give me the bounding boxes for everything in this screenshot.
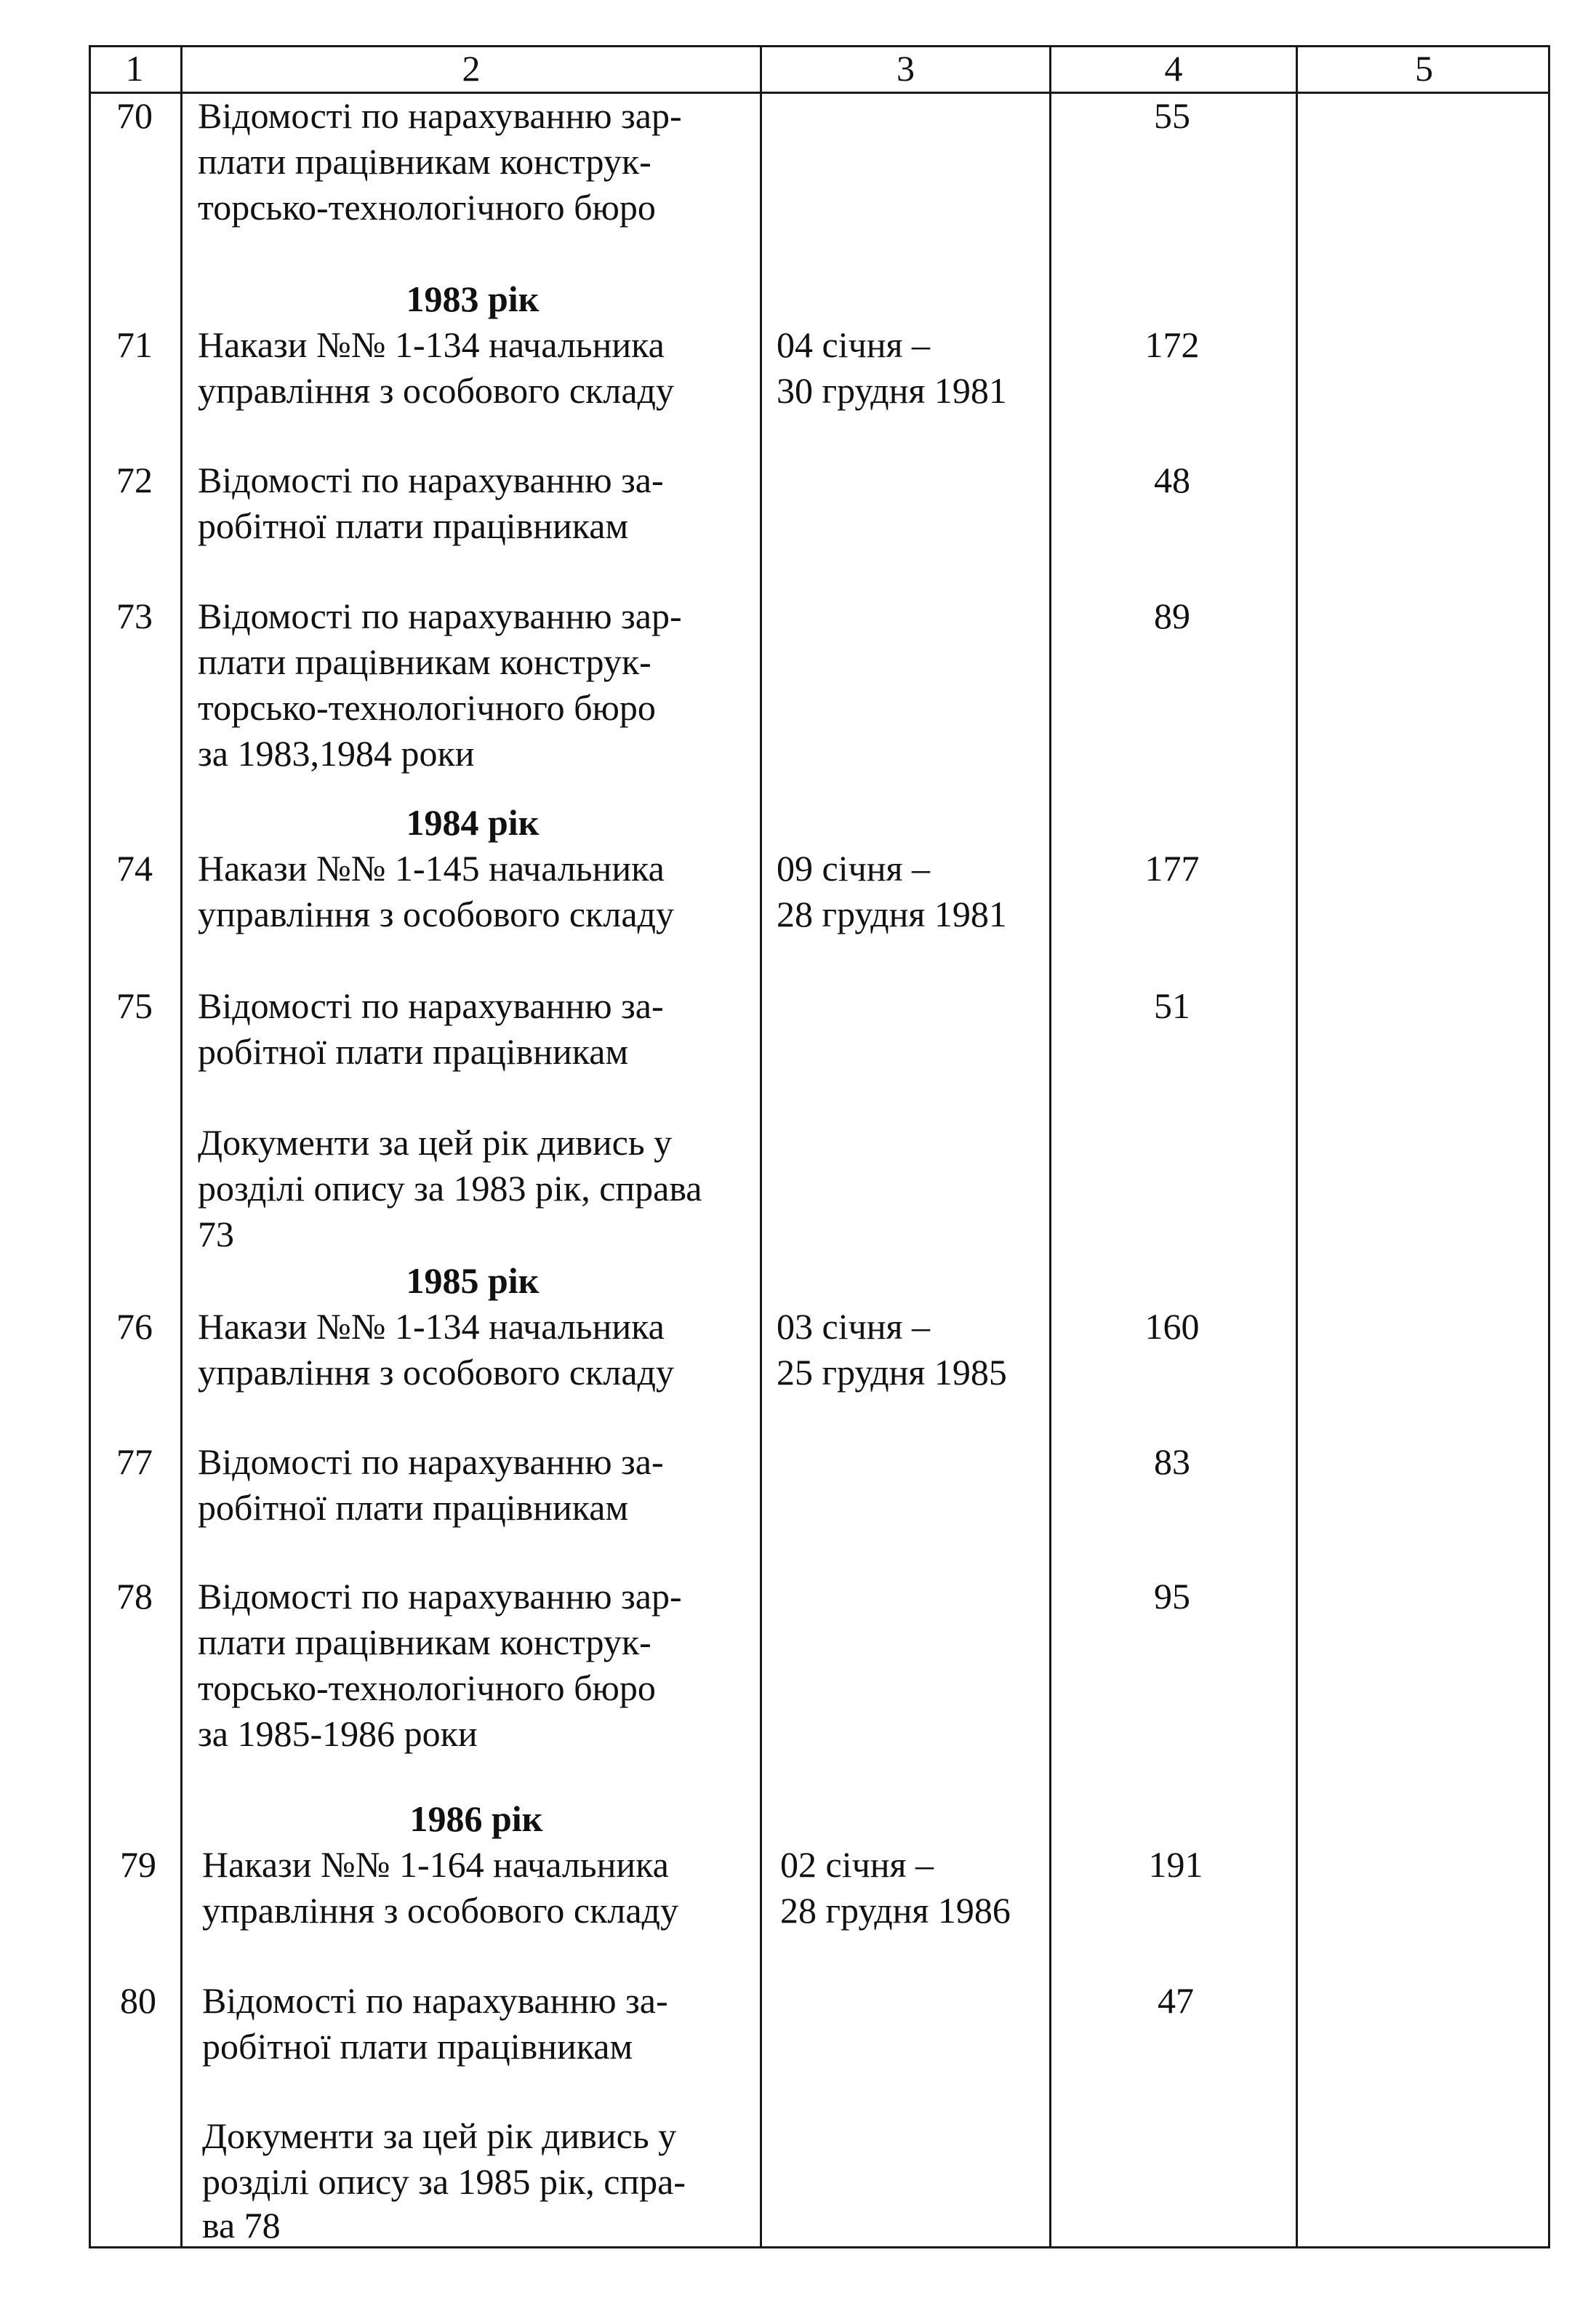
row-title-line: торсько-технологічного бюро (198, 687, 656, 728)
note-line: розділі опису за 1985 рік, спра- (202, 2161, 686, 2202)
row-title-line: Відомості по нарахуванню зар- (198, 95, 682, 136)
note-line: Документи за цей рік дивись у (198, 1122, 673, 1163)
row-title-line: робітної плати працівникам (202, 2026, 633, 2067)
year-heading: 1985 рік (406, 1260, 540, 1301)
column-divider-1 (180, 45, 183, 2248)
row-pages: 55 (1154, 95, 1190, 136)
row-title-line: Відомості по нарахуванню за- (198, 985, 664, 1026)
row-title-line: плати працівникам конструк- (198, 141, 651, 182)
row-number: 74 (116, 848, 153, 889)
row-title-line: торсько-технологічного бюро (198, 187, 656, 228)
row-title-line: Накази №№ 1-134 начальника (198, 1306, 665, 1347)
row-number: 80 (120, 1980, 156, 2021)
row-title-line: за 1983,1984 роки (198, 733, 475, 774)
header-col-1: 1 (125, 48, 144, 89)
row-number: 77 (116, 1441, 153, 1482)
row-pages: 51 (1154, 985, 1190, 1026)
row-title-line: Накази №№ 1-164 начальника (202, 1844, 669, 1885)
row-number: 76 (116, 1306, 153, 1347)
row-number: 70 (116, 95, 153, 136)
row-number: 73 (116, 596, 153, 636)
row-number: 75 (116, 985, 153, 1026)
row-title-line: Відомості по нарахуванню за- (202, 1980, 668, 2021)
year-heading: 1986 рік (409, 1798, 543, 1839)
row-pages: 95 (1154, 1576, 1190, 1617)
header-col-2: 2 (462, 48, 481, 89)
row-title-line: робітної плати працівникам (198, 1031, 629, 1072)
note-line: Документи за цей рік дивись у (202, 2115, 677, 2156)
row-title-line: Накази №№ 1-134 начальника (198, 324, 665, 365)
row-title-line: Накази №№ 1-145 начальника (198, 848, 665, 889)
row-title-line: робітної плати працівникам (198, 505, 629, 546)
header-col-4: 4 (1164, 48, 1183, 89)
row-pages: 48 (1154, 460, 1190, 500)
row-pages: 160 (1144, 1306, 1200, 1347)
row-pages: 47 (1158, 1980, 1194, 2021)
row-number: 72 (116, 460, 153, 500)
column-divider-4 (1296, 45, 1298, 2248)
row-title-line: управління з особового складу (198, 894, 674, 934)
row-dates-line: 28 грудня 1981 (777, 894, 1007, 934)
row-number: 78 (116, 1576, 153, 1617)
row-pages: 172 (1144, 324, 1200, 365)
row-number: 79 (120, 1844, 156, 1885)
row-title-line: плати працівникам конструк- (198, 641, 651, 682)
year-heading: 1984 рік (406, 802, 540, 843)
row-pages: 89 (1154, 596, 1190, 636)
note-line: розділі опису за 1983 рік, справа (198, 1168, 702, 1209)
note-line: ва 78 (202, 2205, 281, 2246)
note-line: 73 (198, 1214, 234, 1254)
row-dates-line: 09 січня – (777, 848, 930, 889)
row-dates-line: 30 грудня 1981 (777, 370, 1007, 411)
row-title-line: Відомості по нарахуванню зар- (198, 596, 682, 636)
column-divider-3 (1049, 45, 1051, 2248)
row-title-line: Відомості по нарахуванню за- (198, 460, 664, 500)
column-divider-2 (760, 45, 762, 2248)
row-dates-line: 28 грудня 1986 (780, 1890, 1011, 1931)
header-col-5: 5 (1415, 48, 1433, 89)
row-dates-line: 25 грудня 1985 (777, 1352, 1007, 1393)
row-title-line: управління з особового складу (202, 1890, 678, 1931)
row-title-line: Відомості по нарахуванню за- (198, 1441, 664, 1482)
year-heading: 1983 рік (406, 279, 540, 319)
row-pages: 83 (1154, 1441, 1190, 1482)
row-title-line: робітної плати працівникам (198, 1487, 629, 1528)
row-pages: 177 (1144, 848, 1200, 889)
row-pages: 191 (1148, 1844, 1203, 1885)
row-dates-line: 02 січня – (780, 1844, 934, 1885)
row-title-line: плати працівникам конструк- (198, 1622, 651, 1662)
row-dates-line: 03 січня – (777, 1306, 930, 1347)
row-title-line: Відомості по нарахуванню зар- (198, 1576, 682, 1617)
row-dates-line: 04 січня – (777, 324, 930, 365)
row-title-line: управління з особового складу (198, 370, 674, 411)
row-title-line: за 1985-1986 роки (198, 1713, 478, 1754)
row-title-line: торсько-технологічного бюро (198, 1667, 656, 1708)
row-title-line: управління з особового складу (198, 1352, 674, 1393)
header-col-3: 3 (897, 48, 915, 89)
row-number: 71 (116, 324, 153, 365)
